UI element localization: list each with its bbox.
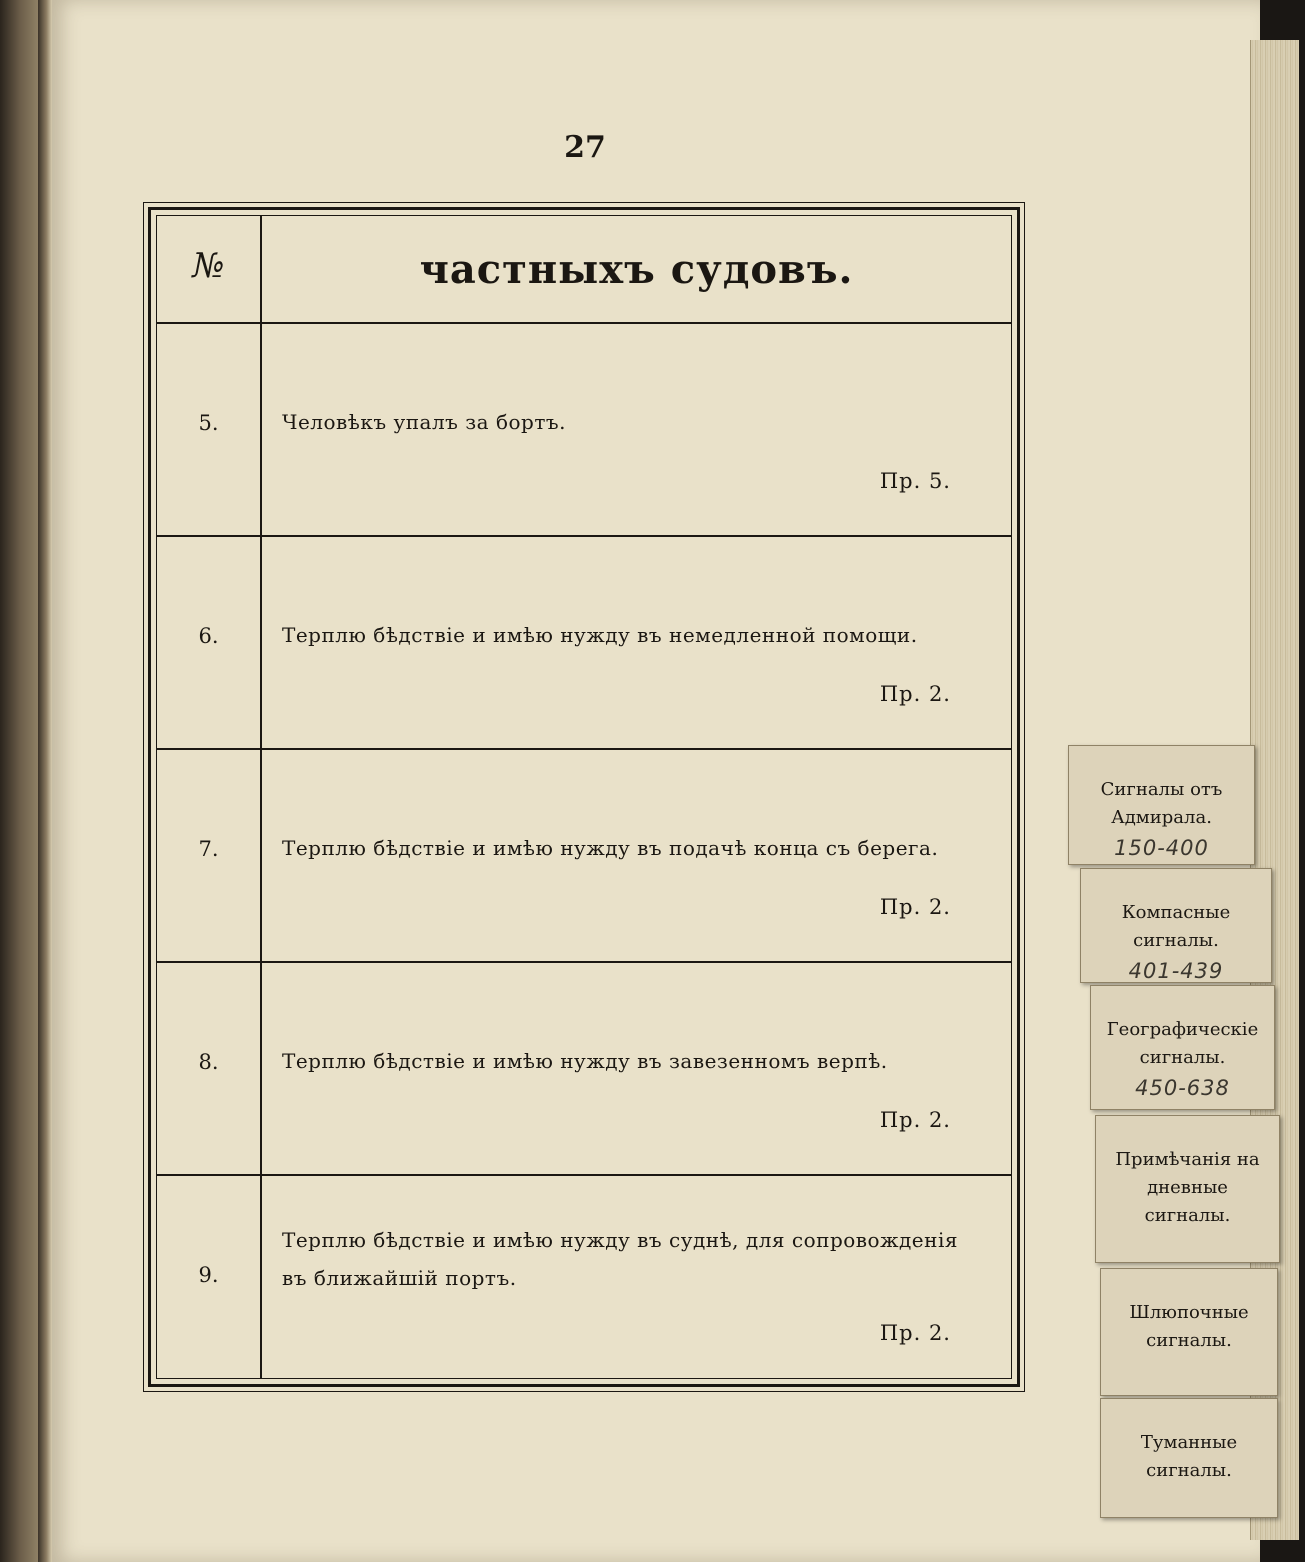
- header-title: частныхъ судовъ.: [419, 246, 854, 293]
- tab-fog-signals[interactable]: [1100, 1398, 1278, 1518]
- tab-admiral-signals[interactable]: [1068, 745, 1255, 865]
- row-reference: Пр. 2.: [879, 895, 951, 919]
- book-spine: [38, 0, 52, 1562]
- row-reference: Пр. 5.: [879, 469, 951, 493]
- tab-day-signals-notes[interactable]: [1095, 1115, 1280, 1263]
- tab-label-line: Туманные: [1140, 1432, 1238, 1453]
- table-row: [157, 323, 1011, 537]
- table-row: [157, 749, 1011, 963]
- row-text-line: Терплю бѣдствіе и имѣю нужду въ суднѣ, для сопровожденія: [282, 1228, 958, 1252]
- tab-label-line: сигналы.: [1133, 929, 1219, 951]
- row-reference: Пр. 2.: [879, 1108, 951, 1132]
- row-text: [282, 1042, 999, 1080]
- table-header: [157, 216, 1011, 324]
- tab-label-line: сигналы.: [1146, 1459, 1232, 1481]
- row-reference: Пр. 2.: [879, 1321, 951, 1345]
- row-text-line: въ ближайшій портъ.: [282, 1266, 517, 1290]
- tab-label-line: Примѣчанія на: [1115, 1149, 1260, 1170]
- tab-label-line: Сигналы отъ: [1100, 779, 1223, 800]
- tab-label-line: Шлюпочные: [1129, 1302, 1249, 1323]
- row-number: 5.: [198, 411, 219, 435]
- tab-handwritten-range: 450-638: [1135, 1075, 1230, 1100]
- row-number: 8.: [198, 1050, 219, 1074]
- tab-geographic-signals[interactable]: [1090, 985, 1275, 1110]
- signal-table-inner: [156, 215, 1012, 1379]
- table-row: [157, 962, 1011, 1176]
- signal-table: [148, 207, 1020, 1387]
- tab-label-line: сигналы.: [1146, 1329, 1232, 1351]
- table-row: [157, 536, 1011, 750]
- row-number: 7.: [198, 837, 219, 861]
- table-row: [157, 1175, 1011, 1387]
- tab-label-line: сигналы.: [1144, 1204, 1231, 1226]
- tab-label-line: Компасные: [1121, 902, 1231, 923]
- tab-label-line: Адмирала.: [1111, 806, 1212, 828]
- tab-handwritten-range: 401-439: [1128, 958, 1224, 983]
- tab-boat-signals[interactable]: [1100, 1268, 1278, 1396]
- tab-handwritten-range: 150-400: [1114, 835, 1209, 860]
- tab-label-line: дневные: [1147, 1176, 1228, 1198]
- tab-compass-signals[interactable]: [1080, 868, 1272, 983]
- row-text: [282, 1221, 999, 1297]
- tab-label-line: Географическіе: [1106, 1019, 1259, 1040]
- row-text-line: Терплю бѣдствіе и имѣю нужду въ подачѣ конца съ берега.: [282, 836, 939, 860]
- row-text: [282, 616, 999, 654]
- row-text: [282, 829, 999, 867]
- row-text-line: Человѣкъ упалъ за бортъ.: [282, 410, 566, 434]
- row-text: [282, 403, 999, 441]
- row-text-line: Терплю бѣдствіе и имѣю нужду въ немедленной помощи.: [282, 623, 918, 647]
- row-number: 6.: [198, 624, 219, 648]
- page-number: 27: [564, 130, 606, 165]
- row-number: 9.: [198, 1263, 219, 1287]
- tab-label-line: сигналы.: [1139, 1046, 1226, 1068]
- row-reference: Пр. 2.: [879, 682, 951, 706]
- header-number-label: №: [192, 246, 225, 286]
- row-text-line: Терплю бѣдствіе и имѣю нужду въ завезенномъ верпѣ.: [282, 1049, 888, 1073]
